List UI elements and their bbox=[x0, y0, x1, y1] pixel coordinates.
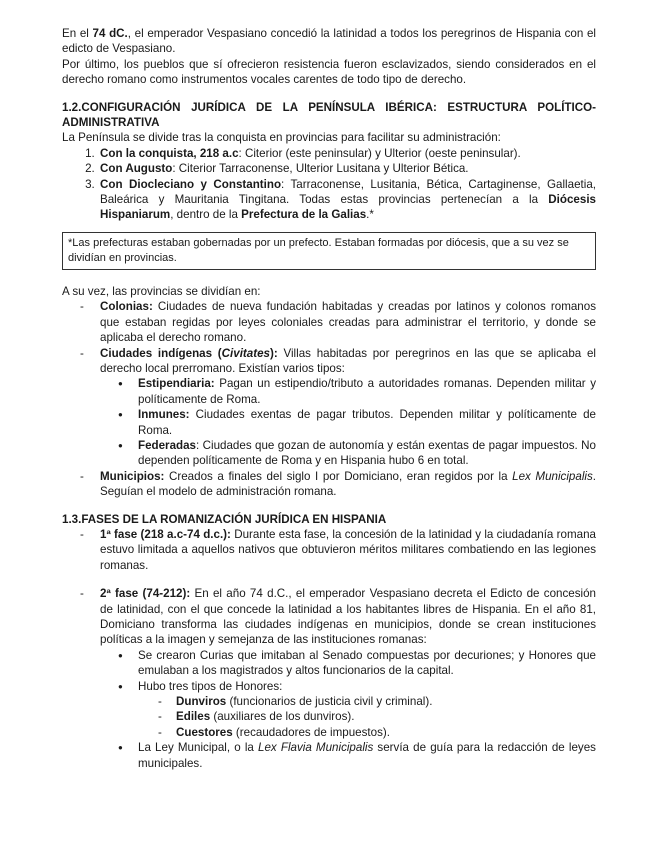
prefecturas-note-box: *Las prefecturas estaban gobernadas por un prefecto. Estaban formadas por diócesis, que a su vez se dividían en provincias. bbox=[62, 232, 596, 270]
list-item: - Ediles (auxiliares de los dunviros). bbox=[138, 709, 596, 724]
list-item-colonias: - Colonias: Ciudades de nueva fundación habitadas y creadas por latinos y colonos romanos que estaban regidas por leyes coloniales creadas para administrar el territorio, y donde se aplicaba el derecho romano. bbox=[62, 299, 596, 345]
provinces-sub-lead: A su vez, las provincias se dividían en: bbox=[62, 284, 261, 298]
list-item: - Cuestores (recaudadores de impuestos). bbox=[138, 725, 596, 740]
list-item-fase-1: - 1ª fase (218 a.c-74 d.c.): Durante esta fase, la concesión de la latinidad y la ciudadanía romana estuvo limitada a aquellos nativos que obtuvieron méritos militares combatiendo en las legiones romanas. bbox=[62, 527, 596, 573]
list-item-fase-2: - 2ª fase (74-212): En el año 74 d.C., el emperador Vespasiano decreta el Edicto de concesión de latinidad, con el que concede la latinidad a los habitantes libres de Hispania. En el año 81, Domiciano transforma las ciudades indígenas en municipios, donde se crean instituciones políticas a la imagen y semejanza de las instituciones romanas: ● Se crearon Curias que imitaban al Senado compuestas por decuriones; y Honores que emulaban a los magistrados y altos funcionarios de la capital. ● Hubo tres tipos de Honores: - Dunviros (funcionarios de justicia civil y criminal). - Ediles (auxiliares de los dunviros). - Cuestores (recaudadores de impuestos). ● La Ley Municipal, o la Lex Flavia Municipalis servía de guía para la redacción de leyes municipales. bbox=[62, 586, 596, 771]
honores-list bbox=[138, 694, 596, 740]
intro-paragraph-1: En el 74 dC., el emperador Vespasiano concedió la latinidad a todos los peregrinos de Hispania con el edicto de Vespasiano. bbox=[62, 27, 596, 56]
list-item-municipios: - Municipios: Creados a finales del siglo I por Domiciano, eran regidos por la Lex Municipalis. Seguían el modelo de administración romana. bbox=[62, 469, 596, 500]
list-item: ● Estipendiaria: Pagan un estipendio/tributo a autoridades romanas. Dependen militar y políticamente de Roma. bbox=[100, 376, 596, 407]
list-item: ● Inmunes: Ciudades exentas de pagar tributos. Dependen militar y políticamente de Roma. bbox=[100, 407, 596, 438]
city-types-list bbox=[62, 299, 596, 499]
list-item: 2. Con Augusto: Citerior Tarraconense, Ulterior Lusitana y Ulterior Bética. bbox=[98, 161, 596, 176]
phases-list bbox=[62, 527, 596, 573]
indigenas-types-list bbox=[100, 376, 596, 468]
list-item: 3. Con Diocleciano y Constantino: Tarraconense, Lusitania, Bética, Cartaginense, Gallaetia, Baleárica y Mauritania Tingitana. Todas estas provincias pertenecían a la Diócesis Hispaniarum, dentro de la Prefectura de la Galias.* bbox=[98, 177, 596, 223]
list-item: ● Se crearon Curias que imitaban al Senado compuestas por decuriones; y Honores que emulaban a los magistrados y altos funcionarios de la capital. bbox=[100, 648, 596, 679]
list-item: ● Federadas: Ciudades que gozan de autonomía y están exentas de pagar impuestos. No dependen políticamente de Roma y en Hispania hubo 6 en total. bbox=[100, 438, 596, 469]
list-item: - Dunviros (funcionarios de justicia civil y criminal). bbox=[138, 694, 596, 709]
document-page bbox=[62, 26, 596, 771]
phases-list-2 bbox=[62, 586, 596, 771]
provinces-list bbox=[62, 146, 596, 223]
fase-2-bullets bbox=[100, 648, 596, 771]
list-item-indigenas: - Ciudades indígenas (Civitates): Villas habitadas por peregrinos en las que se aplicaba el derecho local prerromano. Existían varios tipos: ● Estipendiaria: Pagan un estipendio/tributo a autoridades romanas. Dependen militar y políticamente de Roma. ● Inmunes: Ciudades exentas de pagar tributos. Dependen militar y políticamente de Roma. ● Federadas: Ciudades que gozan de autonomía y están exentas de pagar impuestos. No dependen políticamente de Roma y en Hispania hubo 6 en total. bbox=[62, 346, 596, 469]
list-item: 1. Con la conquista, 218 a.c: Citerior (este peninsular) y Ulterior (oeste peninsular). bbox=[98, 146, 596, 161]
section-1-2-lead: La Península se divide tras la conquista en provincias para facilitar su administración: bbox=[62, 131, 501, 145]
list-item: ● Hubo tres tipos de Honores: - Dunviros (funcionarios de justicia civil y criminal). - Ediles (auxiliares de los dunviros). - Cuestores (recaudadores de impuestos). bbox=[100, 679, 596, 741]
intro-paragraph-2: Por último, los pueblos que sí ofrecieron resistencia fueron esclavizados, siendo considerados en el derecho romano como instrumentos vocales carentes de todo tipo de derecho. bbox=[62, 57, 596, 87]
list-item: ● La Ley Municipal, o la Lex Flavia Municipalis servía de guía para la redacción de leyes municipales. bbox=[100, 740, 596, 771]
section-heading-1-3: 1.3.FASES DE LA ROMANIZACIÓN JURÍDICA EN HISPANIA bbox=[62, 512, 387, 526]
section-heading-1-2: 1.2.CONFIGURACIÓN JURÍDICA DE LA PENÍNSULA IBÉRICA: ESTRUCTURA POLÍTICO-ADMINISTRATIVA bbox=[62, 100, 596, 130]
